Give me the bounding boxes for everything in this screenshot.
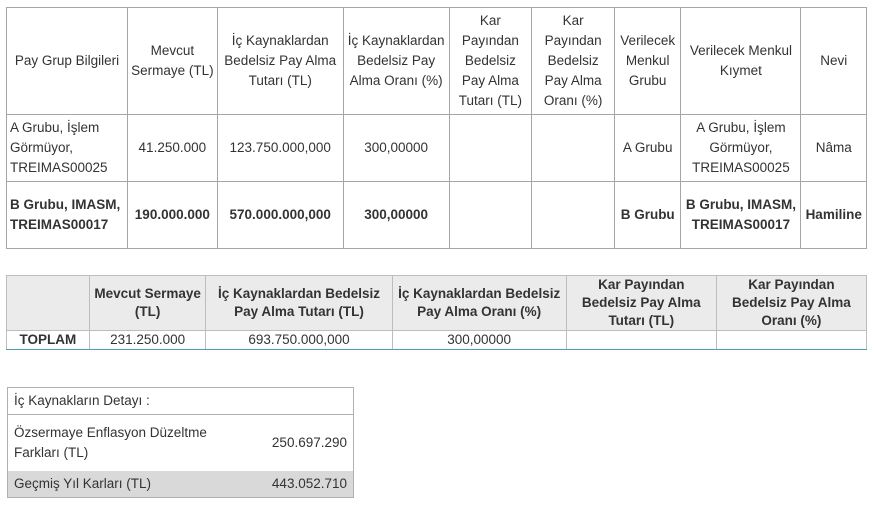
header-cell: İç Kaynaklardan Bedelsiz Pay Alma Tutarı (TL) <box>217 8 343 115</box>
header-cell: Mevcut Sermaye (TL) <box>127 8 217 115</box>
capital-cell: 190.000.000 <box>127 182 217 249</box>
header-cell: Kar Payından Bedelsiz Pay Alma Tutarı (TL) <box>449 8 532 115</box>
total-row <box>7 331 867 350</box>
dividend-rate-cell <box>532 115 615 182</box>
header-cell: Nevi <box>801 8 867 115</box>
header-cell: Pay Grup Bilgileri <box>7 8 128 115</box>
header-cell: İç Kaynaklardan Bedelsiz Pay Alma Oranı (%) <box>343 8 449 115</box>
type-cell: Nâma <box>801 115 867 182</box>
header-cell: İç Kaynaklardan Bedelsiz Pay Alma Oranı (%) <box>392 276 566 331</box>
security-cell: A Grubu, İşlem Görmüyor, TREIMAS00025 <box>681 115 801 182</box>
detail-row <box>8 415 354 472</box>
internal-amount-cell: 570.000.000,000 <box>217 182 343 249</box>
header-cell: Verilecek Menkul Kıymet <box>681 8 801 115</box>
pay-group-table <box>6 7 867 249</box>
total-internal-amount: 693.750.000,000 <box>206 331 392 350</box>
dividend-amount-cell <box>449 115 532 182</box>
total-label: TOPLAM <box>7 331 90 350</box>
internal-resources-detail-table <box>7 387 354 498</box>
detail-label: Özsermaye Enflasyon Düzeltme Farkları (TL) <box>14 425 207 460</box>
security-group-cell: B Grubu <box>614 182 681 249</box>
header-cell: Kar Payından Bedelsiz Pay Alma Oranı (%) <box>716 276 866 331</box>
detail-value: 443.052.710 <box>235 471 354 498</box>
detail-label: Geçmiş Yıl Karları (TL) <box>8 471 236 498</box>
type-cell: Hamiline <box>801 182 867 249</box>
security-group-cell: A Grubu <box>614 115 681 182</box>
total-internal-rate: 300,00000 <box>392 331 566 350</box>
total-dividend-rate <box>716 331 866 350</box>
header-cell: İç Kaynaklardan Bedelsiz Pay Alma Tutarı (TL) <box>206 276 392 331</box>
detail-row <box>8 471 354 498</box>
table-row <box>7 115 867 182</box>
dividend-amount-cell <box>449 182 532 249</box>
header-cell <box>7 276 90 331</box>
header-cell: Mevcut Sermaye (TL) <box>89 276 206 331</box>
header-cell: Kar Payından Bedelsiz Pay Alma Oranı (%) <box>532 8 615 115</box>
header-cell: Kar Payından Bedelsiz Pay Alma Tutarı (TL) <box>566 276 716 331</box>
security-cell: B Grubu, IMASM, TREIMAS00017 <box>681 182 801 249</box>
detail-title-row <box>8 388 354 415</box>
detail-value: 250.697.290 <box>271 435 347 450</box>
table-row <box>7 182 867 249</box>
table-header-row <box>7 276 867 331</box>
dividend-rate-cell <box>532 182 615 249</box>
table-header-row <box>7 8 867 115</box>
internal-rate-cell: 300,00000 <box>343 115 449 182</box>
totals-table <box>6 275 867 350</box>
internal-amount-cell: 123.750.000,000 <box>217 115 343 182</box>
group-info-cell: A Grubu, İşlem Görmüyor, TREIMAS00025 <box>7 115 128 182</box>
internal-rate-cell: 300,00000 <box>343 182 449 249</box>
total-capital: 231.250.000 <box>89 331 206 350</box>
header-cell: Verilecek Menkul Grubu <box>614 8 681 115</box>
total-dividend-amount <box>566 331 716 350</box>
capital-cell: 41.250.000 <box>127 115 217 182</box>
group-info-cell: B Grubu, IMASM, TREIMAS00017 <box>7 182 128 249</box>
detail-title: İç Kaynakların Detayı : <box>8 388 354 415</box>
